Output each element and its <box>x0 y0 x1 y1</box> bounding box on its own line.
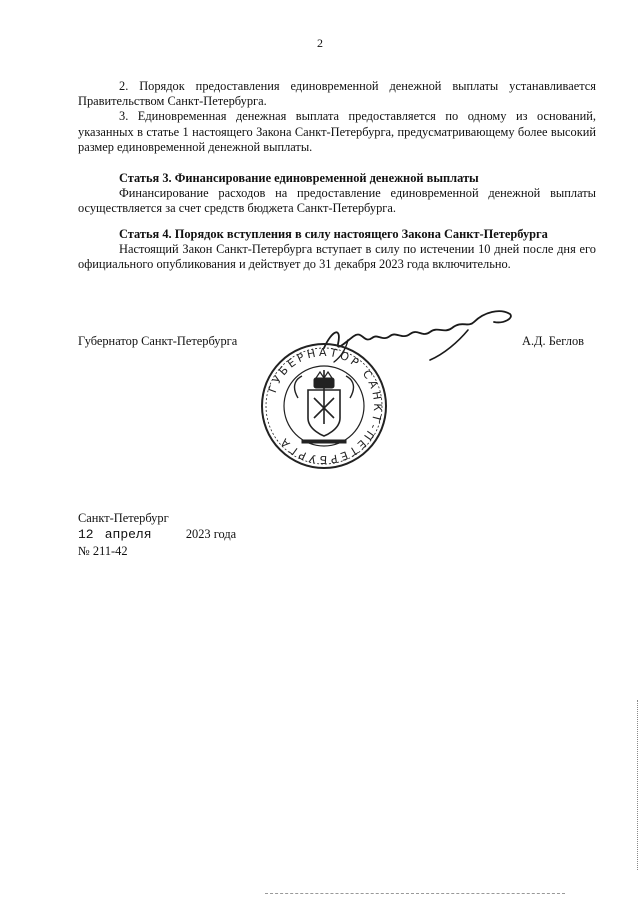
page-number: 2 <box>317 36 323 50</box>
date-line <box>78 526 236 543</box>
article-4 <box>78 227 596 273</box>
document-footer <box>78 510 236 559</box>
article-4-text: Настоящий Закон Санкт-Петербурга вступает в силу по истечении 10 дней после дня его официального опубликования и действует до 31 декабря 2023 года включительно. <box>78 242 596 272</box>
article-3 <box>78 171 596 217</box>
date-day: 12 <box>78 527 94 542</box>
scan-side-edge <box>635 700 638 870</box>
seal-outer-text: ГУБЕРНАТОР САНКТ-ПЕТЕРБУРГА <box>265 345 385 467</box>
article-3-text: Финансирование расходов на предоставление единовременной денежной выплаты осуществляется за счет средств бюджета Санкт-Петербурга. <box>78 186 596 216</box>
date-month: апреля <box>104 527 152 542</box>
signatory-title: Губернатор Санкт-Петербурга <box>78 334 238 348</box>
signatory-name: А.Д. Беглов <box>522 334 584 348</box>
coat-of-arms-icon <box>295 370 354 443</box>
section-items-2-3 <box>78 79 596 155</box>
article-3-heading: Статья 3. Финансирование единовременной денежной выплаты <box>119 171 479 185</box>
official-seal <box>258 340 390 472</box>
date-year: 2023 года <box>185 527 237 541</box>
article-4-heading: Статья 4. Порядок вступления в силу настоящего Закона Санкт-Петербурга <box>119 227 548 241</box>
place-of-signing: Санкт-Петербург <box>78 511 169 525</box>
paragraph-item-2: 2. Порядок предоставления единовременной денежной выплаты устанавливается Правительством Санкт-Петербурга. <box>78 79 596 109</box>
paragraph-item-3: 3. Единовременная денежная выплата предоставляется по одному из оснований, указанных в статье 1 настоящего Закона Санкт-Петербурга, предусматривающему более высокий размер единовременной денежной выплаты. <box>78 109 596 154</box>
law-number: № 211-42 <box>78 544 128 558</box>
scan-bottom-edge <box>265 893 565 894</box>
